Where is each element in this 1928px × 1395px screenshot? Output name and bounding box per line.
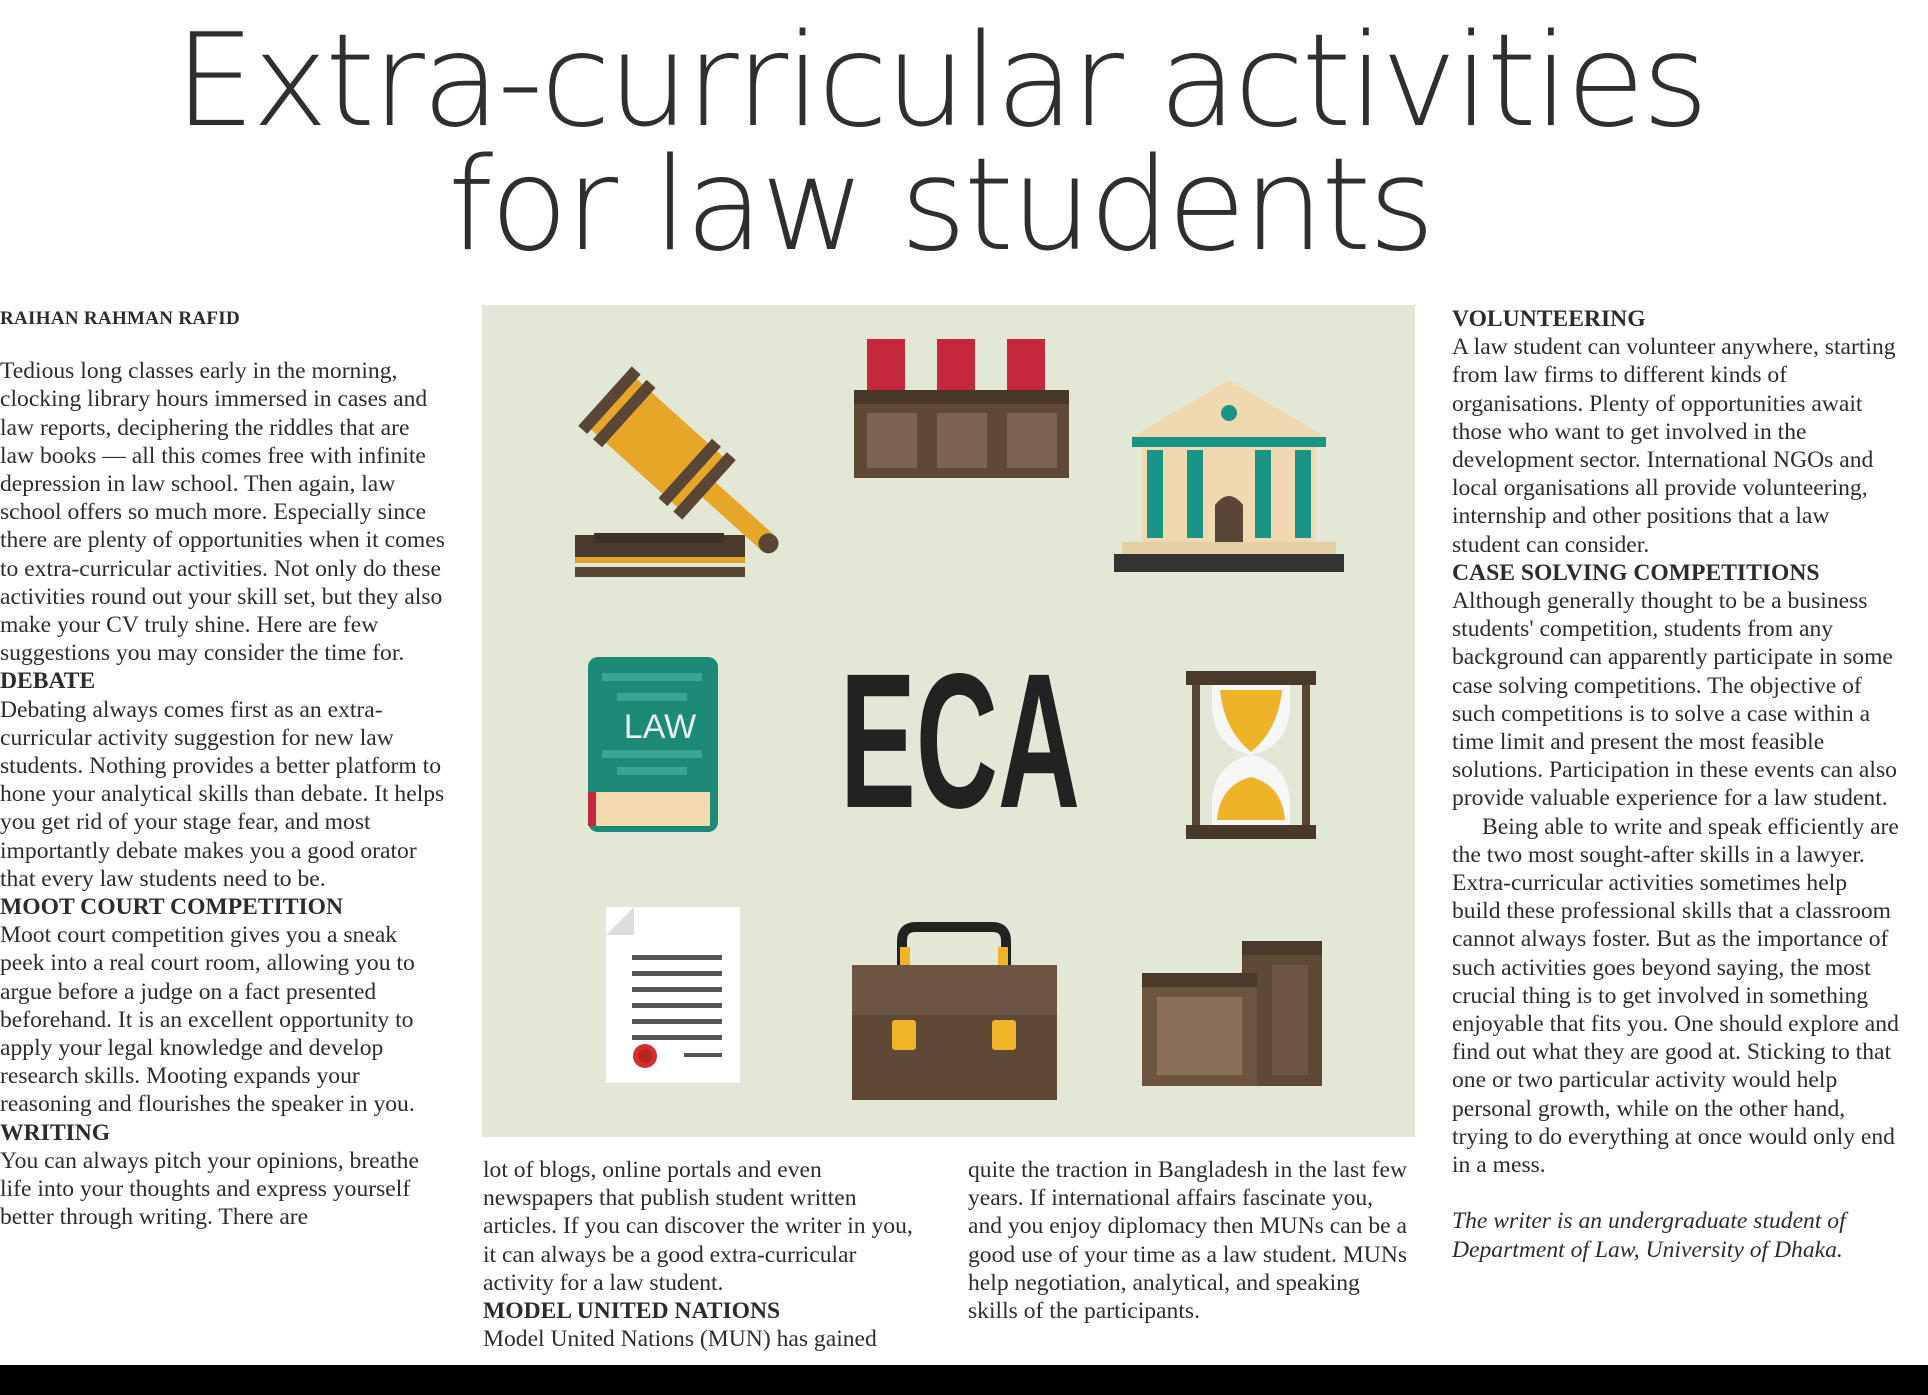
writing-heading: WRITING <box>0 1119 111 1146</box>
court-bench-icon <box>854 339 1069 478</box>
eca-center-text: ECA <box>840 633 1080 848</box>
byline: RAIHAN RAHMAN RAFID <box>0 308 241 329</box>
headline-line-1: Extra-curricular activities <box>174 7 1706 156</box>
eca-illustration <box>482 305 1415 1137</box>
law-book-icon <box>588 657 718 832</box>
right-margin <box>1905 0 1928 1365</box>
column-3 <box>968 1156 1408 1325</box>
signoff-line-2: Department of Law, University of Dhaka. <box>1452 1236 1843 1263</box>
column-2 <box>483 1156 923 1353</box>
spacer <box>0 333 445 357</box>
writing-body-part-1: You can always pitch your opinions, breathe life into your thoughts and express yourself better through writing. There are <box>0 1147 419 1231</box>
mun-heading: MODEL UNITED NATIONS <box>483 1298 781 1325</box>
case-body: Although generally thought to be a business students' competition, students from any background can apparently participate in some case solving competitions. The objective of such competitions is to solve a case within a time limit and present the most feasible solutions. Participation in these events can also provide valuable experience for a law student. <box>1452 588 1897 812</box>
writing-body-part-2: lot of blogs, online portals and even newspapers that publish student written articles. If you can discover the writer in you, it can always be a good extra-curricular activity for a law student. <box>483 1157 913 1296</box>
column-1 <box>0 305 445 1232</box>
document-icon <box>606 907 740 1083</box>
volunteering-heading: VOLUNTEERING <box>1452 306 1646 332</box>
debate-heading: DEBATE <box>0 668 96 695</box>
case-heading: CASE SOLVING COMPETITIONS <box>1452 559 1820 586</box>
column-4 <box>1452 305 1900 1264</box>
conclusion-paragraph: Being able to write and speak efficiently are the two most sought-after skills in a lawyer. Extra-curricular activities sometimes help build these professional skills that a classroom cannot always foster. But as the importance of such activities goes beyond saying, the most crucial thing is to get involved in something enjoyable that fits you. One should explore and find out what they are good at. Sticking to that one or two particular activity would help personal growth, while on the other hand, trying to do everything at once would only end in a mess. <box>1452 813 1899 1179</box>
mun-body-part-2: quite the traction in Bangladesh in the last few years. If international affairs fascinate you, and you enjoy diplomacy then MUNs can be a good use of your time as a law student. MUNs help negotiation, analytical, and speaking skills of the participants. <box>968 1157 1408 1325</box>
spacer <box>1452 1179 1900 1207</box>
moot-body: Moot court competition gives you a sneak peek into a real court room, allowing you to argue before a judge on a fact presented beforehand. It is an excellent opportunity to apply your legal knowledge and develop research skills. Mooting expands your reasoning and flourishes the speaker in you. <box>0 922 415 1118</box>
moot-heading: MOOT COURT COMPETITION <box>0 894 344 921</box>
law-book-label: LAW <box>623 708 697 746</box>
signoff-line-1: The writer is an undergraduate student of <box>1452 1208 1846 1235</box>
mun-body-part-1: Model United Nations (MUN) has gained <box>483 1326 877 1353</box>
debate-body: Debating always comes first as an extra-curricular activity suggestion for new law students. Nothing provides a better platform to hone your analytical skills than debate. It helps you get rid of your stage fear, and most importantly debate makes you a good orator that every law students need to be. <box>0 696 445 892</box>
intro-paragraph: Tedious long classes early in the morning, clocking library hours immersed in cases and law reports, deciphering the riddles that are law books — all this comes free with infinite depression in law school. Then again, law school offers so much more. Especially since there are plenty of opportunities when it comes to extra-curricular activities. Not only do these activities round out your skill set, but they also make your CV truly shine. Here are few suggestions you may consider the time for. <box>0 358 445 667</box>
headline-line-2: for law students <box>447 131 1433 280</box>
volunteering-body: A law student can volunteer anywhere, starting from law firms to different kinds of organisations. Plenty of opportunities await those who want to get involved in the development sector. International NGOs and local organisations all provide volunteering, internship and other positions that a law student can consider. <box>1452 334 1896 558</box>
